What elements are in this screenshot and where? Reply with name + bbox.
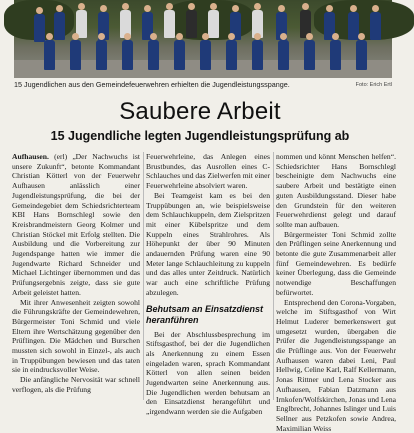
article-headline: Saubere Arbeit (119, 98, 281, 125)
paragraph: Mit ihrer Anwesenheit zeigten sowohl die Führungskräfte der Gemeindewehren, Bürgermeister Toni Schmid und viele Eltern ihre Wertschätzung gegenüber den Prüflingen. Die Mädchen und Burschen mussten sich sowohl in Einzel-, als auch in Truppübungen bewiesen und das taten sie in eindrucksvoller Weise. (12, 297, 140, 375)
paragraph: Die anfängliche Nervosität war schnell verflogen, als die Prüfung (12, 375, 140, 394)
article-column-2 (146, 152, 270, 417)
paragraph: Bürgermeister Toni Schmid zollte den Prüflingen seine Anerkennung und betonte die gute Zusammenarbeit aller fünf Gemeindewehren. Es bedürfe keiner Überlegung, dass die Gemeinde notwendige Beschaffungen befürwortet. (276, 229, 396, 297)
paragraph: Feuerwehrleine, das Anlegen eines Brustbundes, das Ausrollen eines C-Schlauches und das Zielwerfen mit einer Feuerwehrleine absolviert waren. (146, 152, 270, 191)
article-column-1 (12, 152, 140, 400)
article-subheadline: 15 Jugendliche legten Jugendleistungsprüfung ab (50, 129, 350, 143)
photo-credit: Foto: Erich Ertl (355, 82, 392, 88)
dateline-place: Aufhausen. (12, 152, 49, 161)
group-photo (14, 0, 392, 78)
photo-caption (14, 78, 392, 92)
paragraph-text: (erl) „Der Nachwuchs ist unsere Zukunft“, betonte Kommandant Christian Kötterl von der Feuerwehr Aufhausen anlässlich einer Jugendleistungsprüfung, die bei der Gemeindegebiet dem Schiedsrichterteam KBI Hans Bornschlegl sowie den Kreisbrandmeistern Georg Kolmer und Christian Stöckel mit Erfolg stellten. Die Ausbildung und die Vorbereitung zur Jugendspange hatten wie immer die Jugendwarte Richard Schneider und Michael Lichtinger übernommen und das Prüfungsergebnis zeigte, dass sie gute Arbeit geleistet hatten. (12, 152, 140, 297)
column-divider (143, 152, 144, 400)
paragraph: Bei der Abschlussbesprechung im Stiftsgasthof, bei der die Jugendlichen als Anerkennung zu einem Essen eingeladen waren, sprach Kommandant Kötterl von allen seinen beiden Jugendwarten seine Anerkennung aus. Die Jugendlichen werden behutsam an den Einsatzdienst herangeführt und „irgendwann werden sie die Aufgaben (146, 329, 270, 417)
column-divider (273, 152, 274, 400)
article-column-3 (276, 152, 397, 433)
paragraph: Entsprechend den Corona-Vorgaben, welche im Stiftsgasthof von Wirt Helmut Luderer bemerkenswert gut umgesetzt wurden, übergaben die Prüfer die Jugendleistungsspange an die Prüflinge aus. Von der Feuerwehr Aufhausen waren dabei Leni, Paul Hellwig, Celine Karl, Ralf Kellermann, Jonas Rittner und Lena Stocker aus Aufhausen, Fabian Datzmann aus Irnkofen/Wolfskirchen, Jonas und Lena Englbrecht, Johannes Islinger und Luis Sellner aus Petzkofen sowie Andrea, Maximilian Weiss (276, 297, 397, 433)
paragraph (12, 152, 140, 298)
paragraph: Bei Teamgeist kam es bei den Truppübungen an, wie beispielsweise dem Schlauchkuppeln, dem Zielspritzen mit einer Kübelspritze und dem Kuppeln eines Strahlrohres. Als Höhepunkt der über 90 Minuten andauernden Prüfung waren eine 90 Meter lange Schlauchleitung zu kuppeln und das alles unter Zeitdruck. Natürlich war auch eine schriftliche Prüfung abzulegen. (146, 190, 270, 297)
section-heading: Behutsam an Einsatzdienst heranführen (146, 303, 264, 325)
caption-text: 15 Jugendlichen aus den Gemeindefeuerwehren erhielten die Jugendleistungsspange. (14, 80, 290, 89)
paragraph: nommen und könnt Menschen helfen“. Schiedsrichter Hans Bornschlegl bescheinigte dem Nachwuchs eine saubere Arbeit und bestätigte einen guten Ausbildungsstand. Dieser habe den Grundstein für den weiteren Feuerwehrdienst gelegt und darauf sollte man aufbauen. (276, 152, 396, 229)
